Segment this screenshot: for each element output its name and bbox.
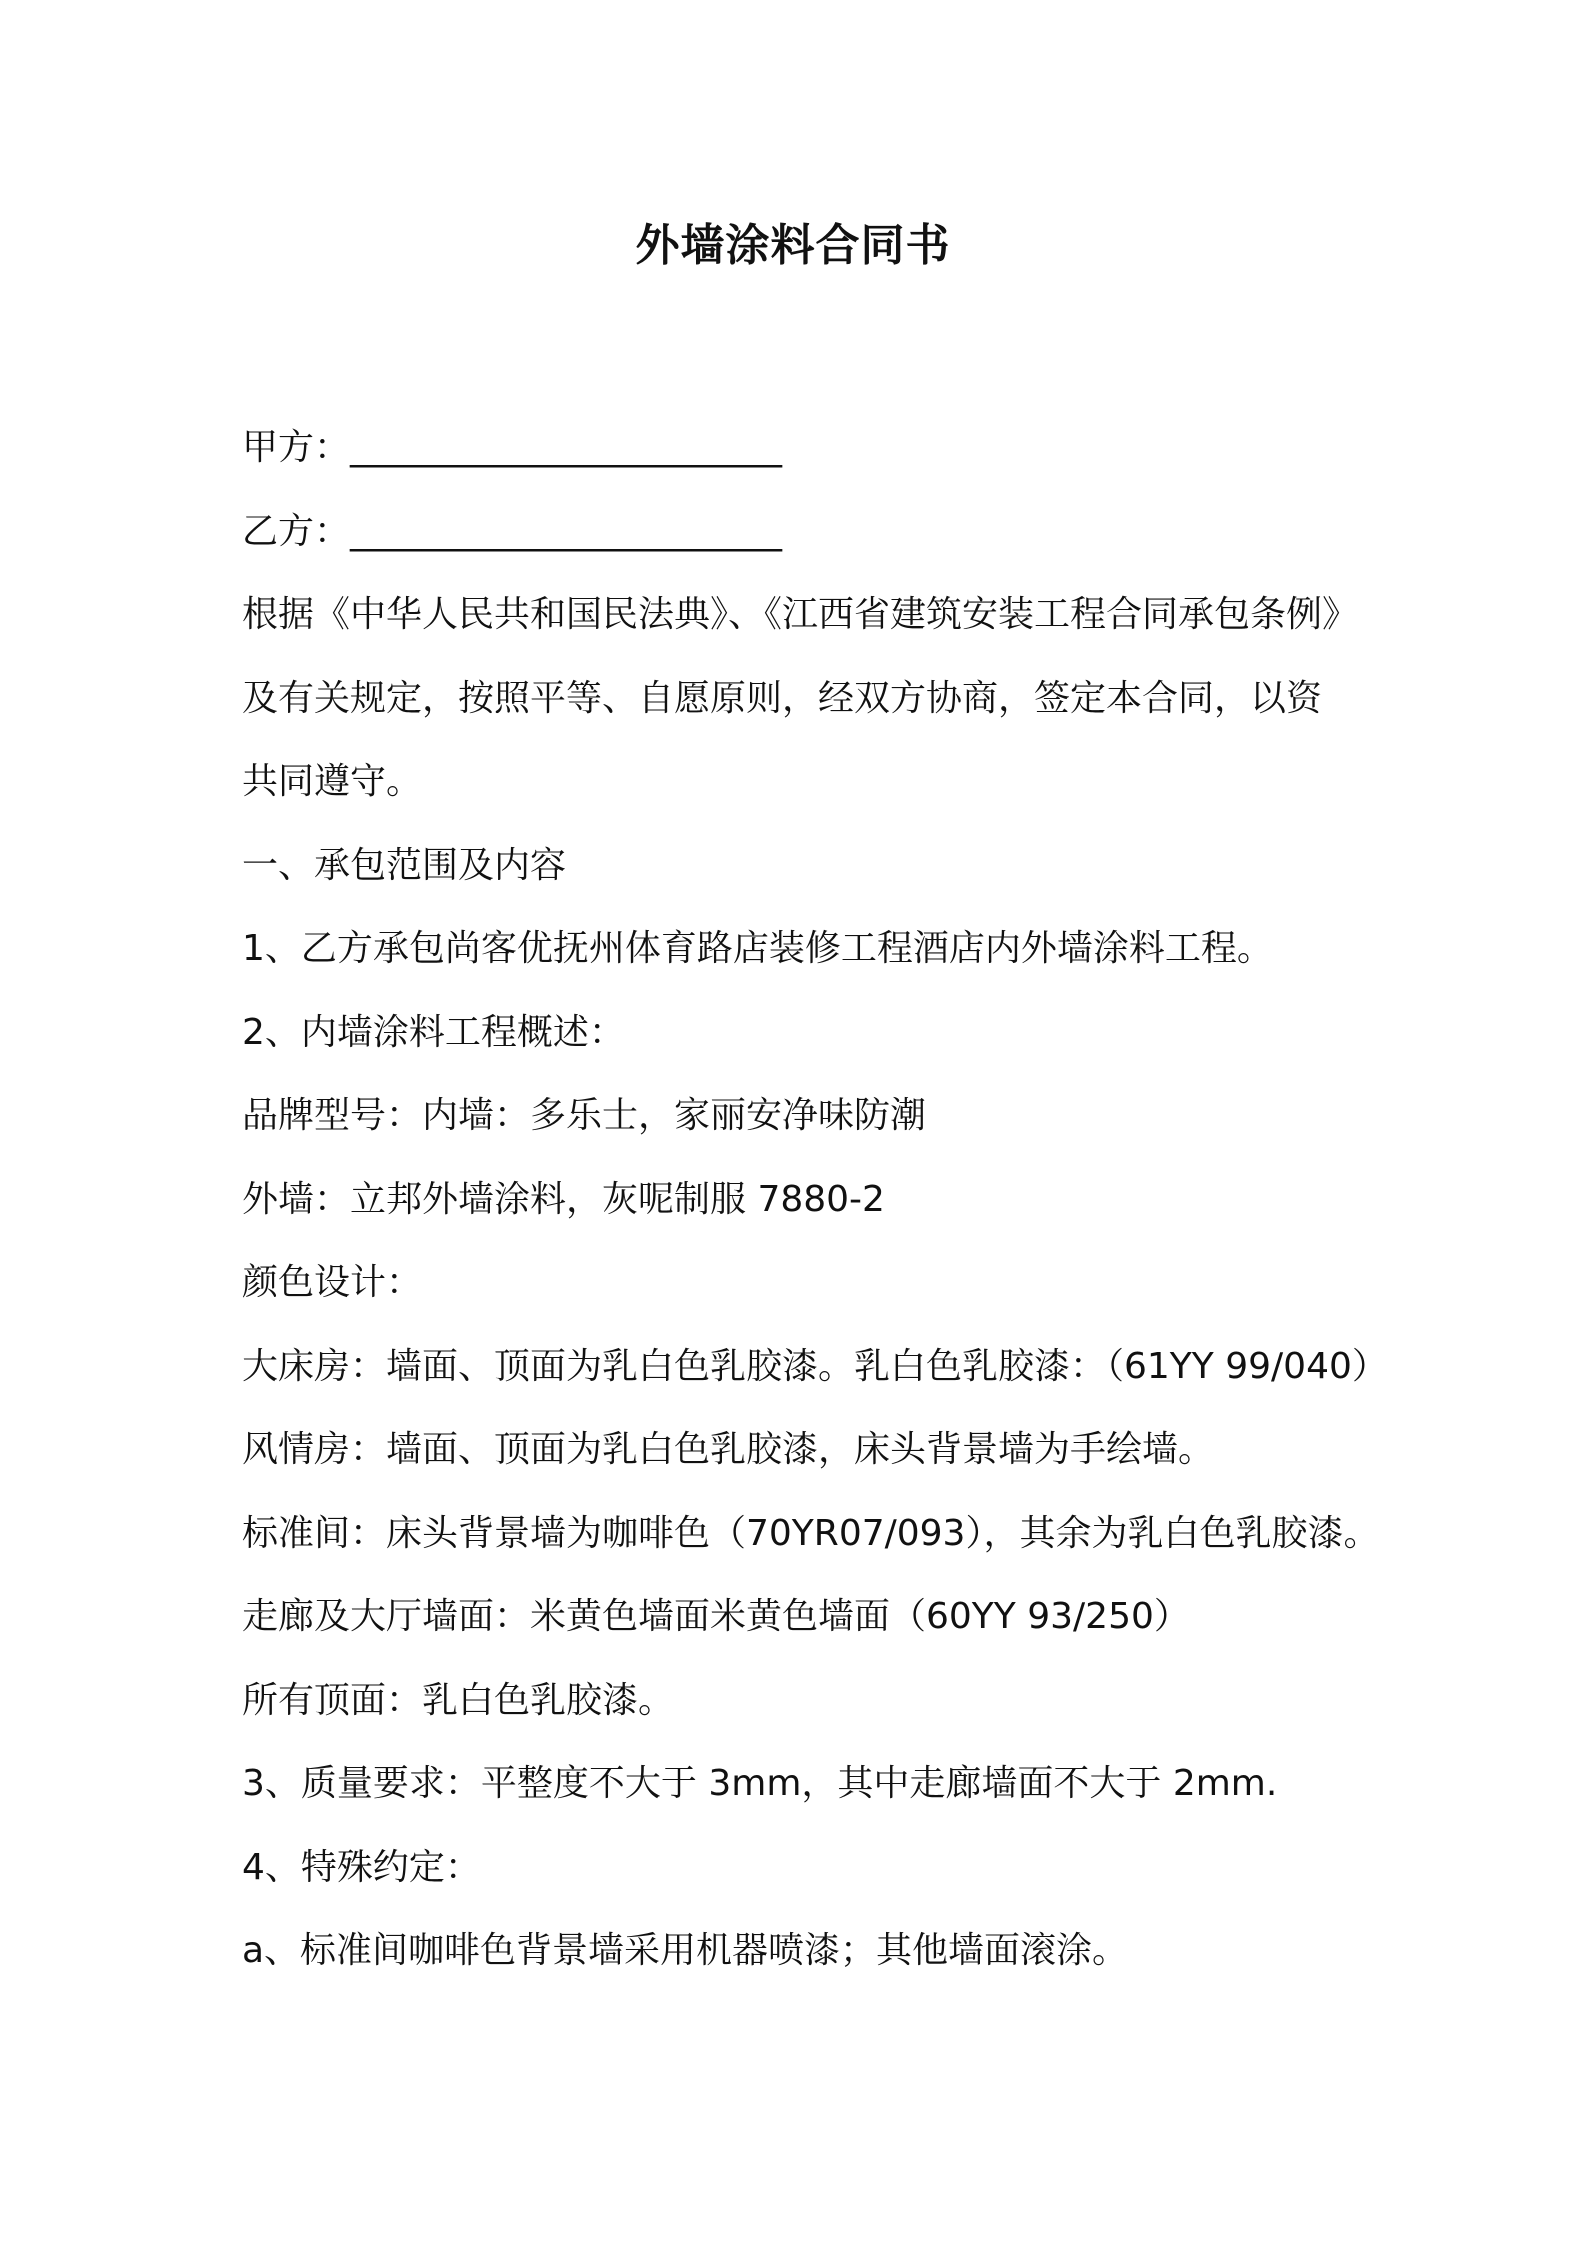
clause-line: 风情房：墙面、顶面为乳白色乳胶漆，床头背景墙为手绘墙。 [242,1429,1215,1470]
clause-line: 1、乙方承包尚客优抚州体育路店装修工程酒店内外墙涂料工程。 [242,928,1273,969]
clause-line: 品牌型号：内墙：多乐士，家丽安净味防潮 [242,1095,927,1136]
clause-line: 大床房：墙面、顶面为乳白色乳胶漆。乳白色乳胶漆：（61YY 99/040） [242,1345,1388,1387]
section-heading: 一、承包范围及内容 [242,844,567,886]
document-title: 外墙涂料合同书 [635,220,951,271]
preamble-line: 及有关规定，按照平等、自愿原则，经双方协商，签定本合同，以资 [242,677,1323,719]
clause-line: 外墙：立邦外墙涂料，灰呢制服 7880-2 [242,1178,885,1220]
clause-line: 标准间：床头背景墙为咖啡色（70YR07/093），其余为乳白色乳胶漆。 [242,1512,1380,1554]
document-body [242,406,1388,1993]
clause-line: 所有顶面：乳白色乳胶漆。 [242,1679,675,1721]
clause-line: 走廊及大厅墙面：米黄色墙面米黄色墙面（60YY 93/250） [242,1596,1190,1637]
clause-line: 4、特殊约定： [242,1846,481,1888]
clause-line: 颜色设计： [242,1262,423,1303]
preamble-line: 共同遵守。 [242,761,423,802]
clause-line: a、标准间咖啡色背景墙采用机器喷漆；其他墙面滚涂。 [242,1930,1129,1971]
party-b-line: 乙方：________________________ [242,510,783,552]
clause-line: 2、内墙涂料工程概述： [242,1011,625,1053]
party-a-line: 甲方：________________________ [242,427,783,468]
clause-line: 3、质量要求：平整度不大于 3mm，其中走廊墙面不大于 2mm. [242,1763,1278,1804]
preamble-line: 根据《中华人民共和国民法典》、《江西省建筑安装工程合同承包条例》 [242,594,1359,635]
